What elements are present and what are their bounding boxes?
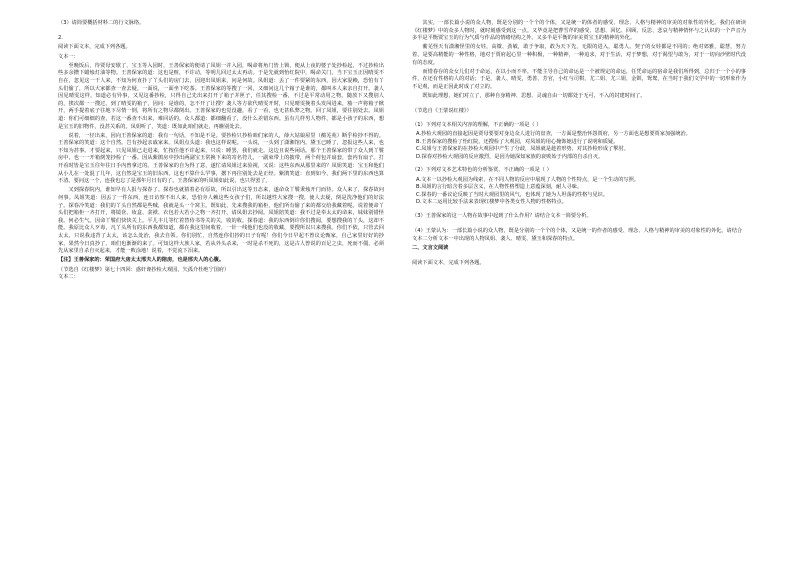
- option: B.凤姐的言行暗含着多层含义，在人物性格塑造上意蕴深刻，耐人寻味。: [416, 184, 583, 191]
- option: A.文本一以抄检大观园为线索，在不同人物的反应中展现了人物的个性特点，是一个生动的写照。: [416, 176, 639, 183]
- question-3: （3）请简要概括材料二的行文脉络。: [58, 20, 145, 26]
- question-stem: （2）下列对文本艺术特色的分析鉴赏，不正确的一项是（ ）: [412, 167, 552, 174]
- paragraph: 而惜春存的众女儿们对于命运，在以小而不率。不能主导自己的命运是一个被规定的命运，任凭命运的宿命是我们所得到，总归于一个小的事件，在还有性格的人的对话；于是，袭人、晴雯，勇善、芳官，小红与司棋，尤二姐、尤三姐，金钏，鸳鸯，在当时于我们文学中的一切形象作为不足观，而是正因此时成了对立的。: [412, 68, 746, 90]
- annotation-note: 【注】王善保家的：荣国府大房太太邢夫人的陪房，也是邢夫人的心腹。: [58, 257, 225, 264]
- text1-label: 文本一：: [58, 53, 79, 60]
- left-column: [58, 20, 384, 283]
- instruction: 阅读下面文本，完成下列各题。: [58, 44, 131, 51]
- paragraph: 说着，一径出来，因向王善保家的道：我有一句话，不知是不是。要抄检只抄检咱们家的人，薛大姑娘屋里（蘅芜苑）断乎检抄不得的。王善保家的笑道：这个自然。岂有抄起亲戚家来。凤姐点头道：我也这样说呢。一头说，一头到了潇湘馆内。黛玉已睡了，忽报这些人来，也不知为甚事。才要起来，只见凤姐已走进来，忙按住他不许起来，只说：睡罢，我们就走。这边且说些闲话。那个王善保家的带了众人到丫鬟房中，也一一开箱倒笼抄检了一番。因从紫鹃房中抄出两副宝玉常换下来的寄名符儿，一副束带上的披带，两个荷包并扇套，套内有扇子。打开看时皆是宝玉往年往日手内曾拿过的。王善保家的自为得了意，遂忙请凤姐过来验视，又说：这些东西从那里来的？凤姐笑道：宝玉和他们从小儿在一处混了几年，这自然是宝玉的旧东西。这也不算什么罕事，撂下再往别处去是正经。紫鹃笑道：直到如今，我们两下里的东西也算不清。要问这一个，连我也忘了是那年月日有的了。王善保家的听凤姐如此说，也只得罢了。: [58, 132, 384, 185]
- section-heading: 二、文言文阅读: [412, 245, 449, 251]
- source-citation: （节选自《王蒙说红楼》）: [412, 108, 472, 115]
- text2-label: 文本二：: [58, 274, 79, 281]
- option: B.王善保家的搜检了怡红院，还搜检了大观园，对凤姐的用心掩饰她进行了说明和质疑。: [416, 138, 619, 145]
- question-stem: （4）王蒙认为：一部长篇小说的众人物，既是分别的一个个的个体，又是统一的作者的感受、理念、人格与精神的审美的对象性的外化。请结合文本二分析文本一中出现的人物凤姐、袭人、晴雯、黛玉和探春的特点。: [412, 228, 743, 242]
- paragraph: 至晚饭后，待贾母安歇了，宝玉等入园时，王善保家的便请了凤姐一并入园，喝命将角门皆上锁，便从上夜的婆子处抄检起，不过抄检出些多余攒下蜡烛灯油等物。王善保家的道：这也是赃，不许动，等明儿回过太太再动。于是先就到怡红院中，喝命关门。当下宝玉正因晴雯不自在，忽见这一干人来，不知为何直扑了丫头们的房门去，因迎出凤姐来，问是何故。凤姐道：丢了一件要紧的东西，因大家混赖，恐怕有丫头们偷了，所以大家都查一查去疑。一面说，一面坐下吃茶。王善保家的等搜了一回，又细问这几个箱子是谁的，都叫本人来亲自打开。袭人因见晴雯这样，知道必有异事，又见这番抄检，只得自己先出来打开了箱子并匣子，任其搜检一番，不过是平常动用之物。随放下又搜别人的，挨次都一一搜过。到了晴雯的箱子，因问：是谁的，怎不开了让搜？袭人等方欲代晴雯开时，只见晴雯挽着头发闯进来，豁一声将箱子掀开，两手提着底子往地下尽情一倒，将所有之物尽都倒出。王善保家的也觉没趣，看了一看，也无甚私弊之物。回了凤姐，要往别处去。凤姐道：你们可细细的查，若这一番查不出来，难回话的。众人都道：都细翻看了，没什么差错东西。虽有几样男人物件，都是小孩子的东西，想是宝玉的旧物件，没甚关系的。凤姐听了，笑道：既如此咱们就走，再瞧别处去。: [58, 62, 384, 130]
- question-number: 2.: [58, 35, 63, 42]
- option: C.凤姐与王善保家的在抄检大观园中产生了分歧，凤姐就是趁着形势，对其抄检形成了掣肘。: [416, 146, 629, 153]
- option: A.抄检大观园的直接起因是贾母要要对身边众人进行的盘查，一方面是整治怀怨贾府，另一方面也是想要贾家加强统治。: [416, 131, 691, 138]
- paragraph: 既如此理想，她们对立了，那种自身精神、思想、灵魂自由一切都处于无可，不入的封建时间了。: [422, 93, 646, 100]
- option: D.文本二运用比较手法来表现红楼梦中各类女性人物的性格特点。: [416, 199, 567, 206]
- paragraph: 又到探春院内，谁知早有人报与探春了。探春也就猜着必有原故，所以引出这等丑态来，遂命众丫鬟秉烛开门而待。众人来了，探春故问何事。凤姐笑道：因丢了一件东西，连日访察不出人来，恐怕旁人赖这些女孩子们，所以越性大家搜一搜，使人去疑，倒是洗净他们的好法子。探春冷笑道：我们的丫头自然都是些贼，我就是头一个窝主。既如此，先来搜我的箱柜，他们所有偷了来的都交给我藏着呢。说着便命丫头们把箱柜一齐打开，将镜奁、妆盒、衾袱、衣包若大若小之物一齐打开，请凤姐去抄阅。凤姐陪笑道：我不过是奉太太的命来，妹妹别错怪我。何必生气。因命丫鬟们快快关上。平儿丰儿等忙着替侍书等关的关，收的收。探春道：我的东西倒许你们搜阅，要想搜我的丫头，这却不能。我原比众人歹毒，凡丫头所有的东西我都知道，都在我这里间收着，一针一线他们也没的收藏，要搜所以只来搜我。你们不依，只管去回太太，只说我违背了太太，该怎么处治，我去自领。你们别忙，自然连你们抄的日子有呢！你们今日早起不曾议论甄家，自己家里好好的抄家，果然今日真抄了。咱们也渐渐的来了。可知这样大族人家，若从外头杀来，一时是杀不死的，这是古人曾说的百足之虫，死而不僵，必须先从家里自杀自灭起来，才能一败涂地！说着，不觉流下泪来。: [58, 187, 384, 255]
- right-column: [412, 20, 746, 269]
- paragraph: 蘅芜怪天有潇湘怪里的女娃，高微、劲敏，敢于争取，敢为天下先，无限的进入，聪勇人。契子的女娃都是不同的；绝对郊雅，聪慧，努力着，是要高精能的一种性格，地对于贾府起心里一种积极，一种精神，一种追求，对于生活，对于梦想，对于渴望与敢为，对于一切向沙壁时代没有的态度。: [412, 44, 746, 66]
- instruction: 阅读下面文本，完成下列各题。: [412, 260, 485, 267]
- option: C.探春的一番议论反映了当时大观园里的风气，也体现了她为人坦荡的性格与见识。: [416, 191, 609, 198]
- option: D.探春对抄检大观园的反应激烈，是因为她深知家族的衰败始于内部的自杀自灭。: [416, 153, 604, 160]
- question-stem: （3）王善保家的这一人物在故事中起到了什么作用？请结合文本一简要分析。: [412, 213, 592, 220]
- paragraph: 其实，一部长篇小说的众人物，既是分别的一个个的个体，又是统一的体者的感受、理念、人格与精神的审美的对象性的外化。我们在研读《红楼梦》中的众多人物时，就时刻感受到这一点。又毕竟是把曹雪芹的感受、思想、回忆、回顾、反思、悲哀与精神情怀与之认识的一个声音为多半是平衡贾宝玉的行为气质与作品的情绪结构之外。又多半是平衡的审美贾宝玉的精神的外化。: [412, 20, 746, 42]
- question-stem: （1）下列对文本相关内容的理解，不正确的一项是（ ）: [412, 121, 542, 128]
- source-citation: （节选自《红楼梦》第七十四回：惑奸谗抄检大观园，矢孤介杜绝宁国府）: [58, 266, 230, 273]
